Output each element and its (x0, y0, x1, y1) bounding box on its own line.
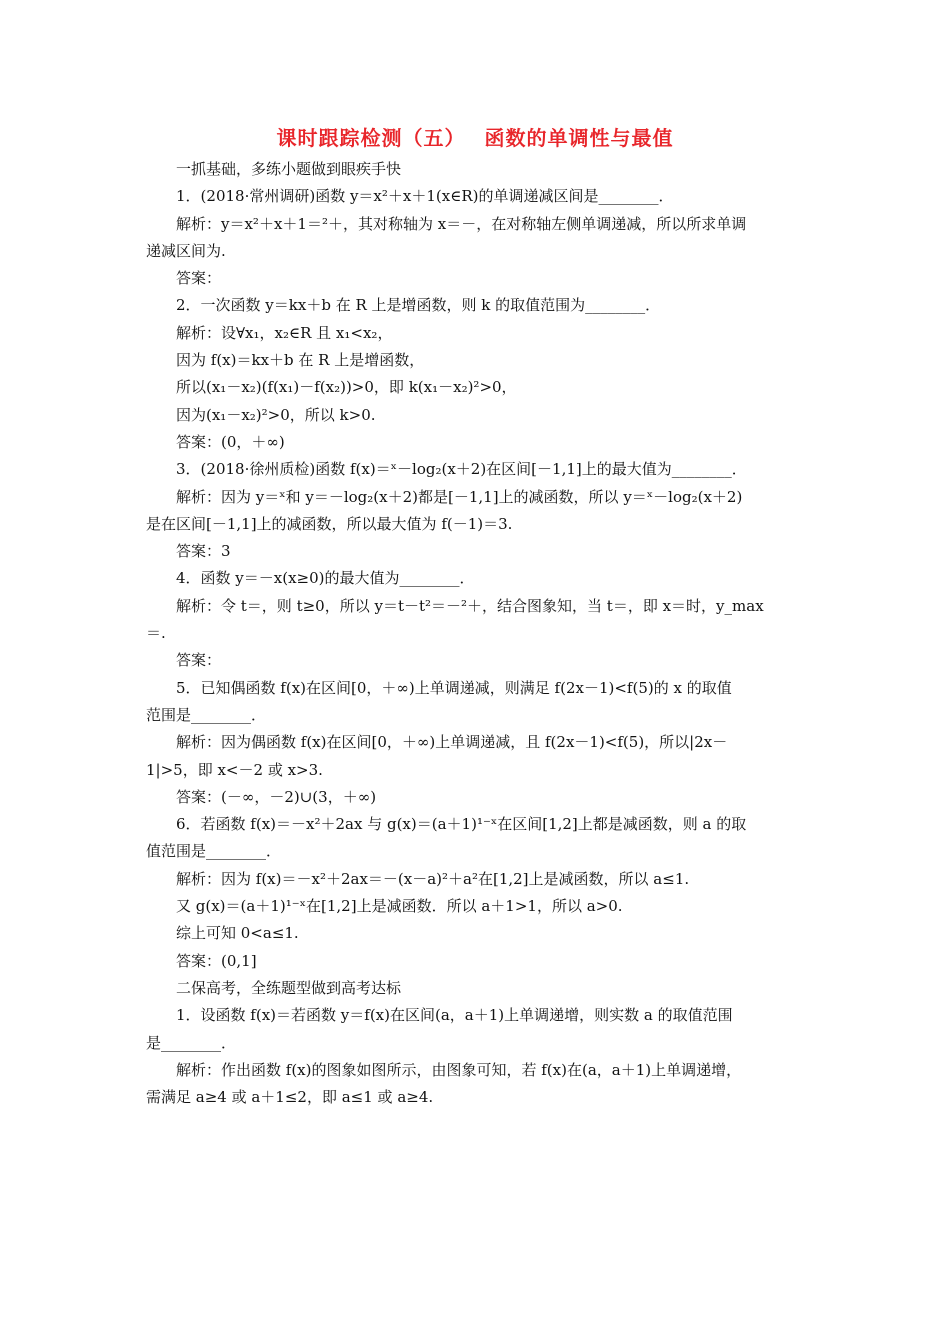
text-line: 1．设函数 f(x)＝若函数 y＝f(x)在区间(a，a＋1)上单调递增，则实数 a 的取值范围 (176, 1006, 733, 1025)
text-line: 综上可知 0<a≤1. (176, 924, 299, 943)
text-line: 1|>5，即 x<－2 或 x>3. (146, 760, 323, 779)
text-line: 解析：作出函数 f(x)的图象如图所示，由图象可知，若 f(x)在(a，a＋1)上单调递增， (176, 1060, 742, 1079)
text-line: 解析：因为 f(x)＝－x²＋2ax＝－(x－a)²＋a²在[1,2]上是减函数，所以 a≤1. (176, 869, 690, 888)
text-line: 5．已知偶函数 f(x)在区间[0，＋∞)上单调递减，则满足 f(2x－1)<f(5)的 x 的取值 (176, 678, 732, 697)
text-line: 范围是________． (146, 705, 267, 724)
text-line: 6．若函数 f(x)＝－x²＋2ax 与 g(x)＝(a＋1)¹⁻ˣ在区间[1,2]上都是减函数，则 a 的取 (176, 815, 747, 834)
text-line: 答案： (176, 269, 222, 288)
text-line: 需满足 a≥4 或 a＋1≤2，即 a≤1 或 a≥4. (146, 1088, 434, 1107)
text-line: 答案：3 (176, 542, 231, 561)
text-line: ＝. (146, 624, 166, 643)
text-line: 解析：令 t＝，则 t≥0，所以 y＝t－t²＝－²＋，结合图象知，当 t＝，即 x＝时，y_max (176, 596, 764, 615)
text-line: 3．(2018·徐州质检)函数 f(x)＝ˣ－log₂(x＋2)在区间[－1,1]上的最大值为________． (176, 460, 747, 479)
text-line: 因为(x₁－x₂)²>0，所以 k>0. (176, 405, 376, 424)
text-line: 解析：因为 y＝ˣ和 y＝－log₂(x＋2)都是[－1,1]上的减函数，所以 y＝ˣ－log₂(x＋2) (176, 487, 743, 506)
text-line: 解析：y＝x²＋x＋1＝²＋，其对称轴为 x＝－，在对称轴左侧单调递减，所以所求单调 (176, 214, 747, 233)
text-line: 是在区间[－1,1]上的减函数，所以最大值为 f(－1)＝3. (146, 514, 513, 533)
text-line: 1．(2018·常州调研)函数 y＝x²＋x＋1(x∈R)的单调递减区间是________． (176, 187, 674, 206)
text-line: 又 g(x)＝(a＋1)¹⁻ˣ在[1,2]上是减函数．所以 a＋1>1，所以 a>0. (176, 897, 623, 916)
document-body (146, 156, 810, 1111)
text-line: 是________． (146, 1033, 237, 1052)
text-line: 答案：(0，＋∞) (176, 432, 285, 451)
text-line: 答案：(－∞，－2)∪(3，＋∞) (176, 787, 377, 806)
text-line: 解析：因为偶函数 f(x)在区间[0，＋∞)上单调递减，且 f(2x－1)<f(5)，所以|2x－ (176, 733, 728, 752)
text-line: 答案：(0,1] (176, 951, 257, 970)
page-title: 课时跟踪检测（五） 函数的单调性与最值 (276, 126, 674, 150)
text-line: 所以(x₁－x₂)(f(x₁)－f(x₂))>0，即 k(x₁－x₂)²>0， (176, 378, 517, 397)
text-line: 一抓基础，多练小题做到眼疾手快 (176, 160, 402, 178)
text-line: 4．函数 y＝－x(x≥0)的最大值为________． (176, 569, 475, 588)
text-line: 解析：设∀x₁，x₂∈R 且 x₁<x₂， (176, 323, 393, 342)
text-line: 二保高考，全练题型做到高考达标 (176, 978, 402, 997)
text-line: 因为 f(x)＝kx＋b 在 R 上是增函数， (176, 351, 425, 370)
text-line: 2．一次函数 y＝kx＋b 在 R 上是增函数，则 k 的取值范围为________． (176, 296, 661, 315)
text-line: 值范围是________． (146, 842, 282, 861)
text-line: 递减区间为. (146, 241, 226, 260)
text-line: 答案： (176, 651, 222, 670)
